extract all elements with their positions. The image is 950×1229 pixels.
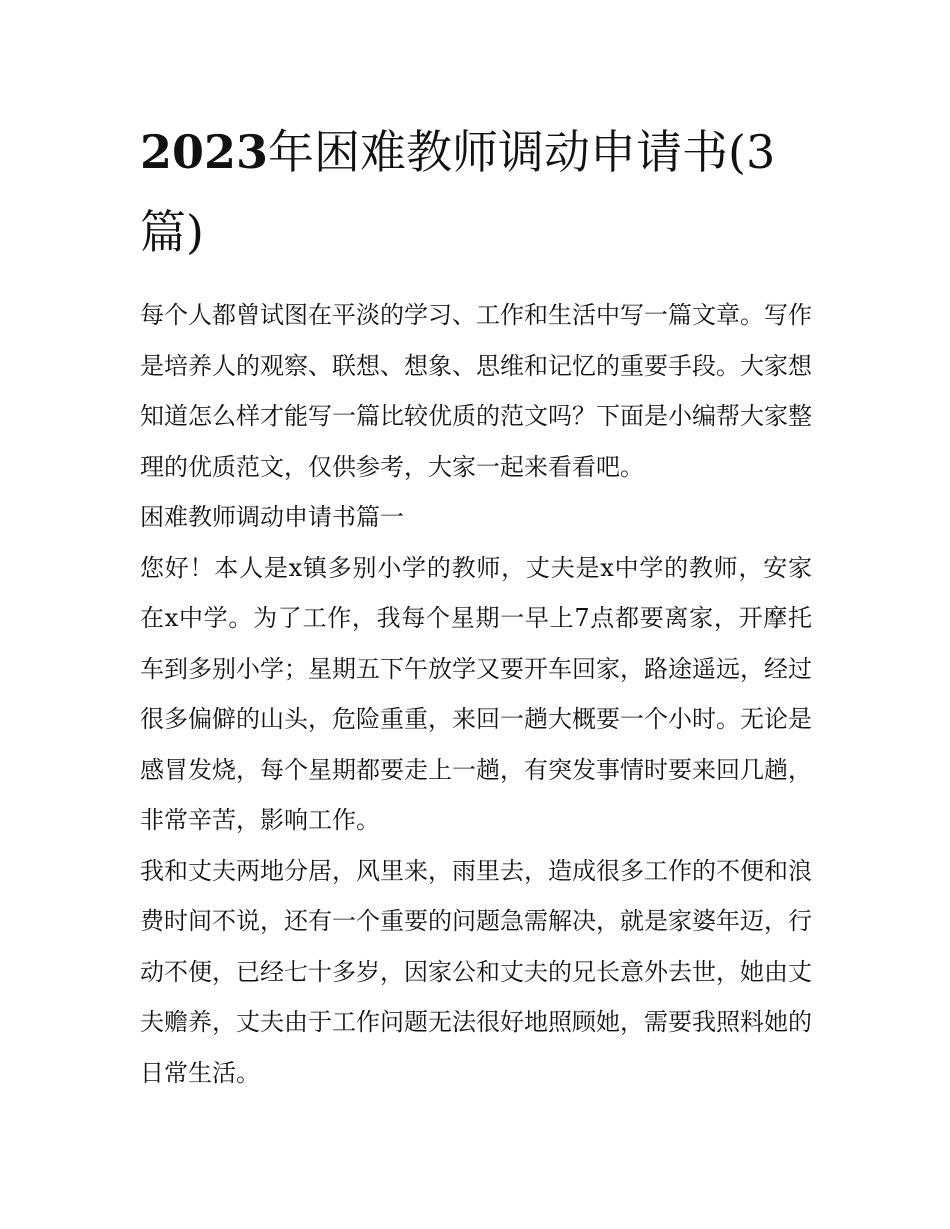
title-text: 年困难教师调动申请书(3篇) (140, 125, 776, 259)
document-page (140, 112, 812, 1098)
section-heading: 困难教师调动申请书篇一 (140, 503, 404, 531)
body-paragraph-1: 您好！本人是x镇多别小学的教师，丈夫是x中学的教师，安家在x中学。为了工作，我每个星期一早上7点都要离家，开摩托车到多别小学；星期五下午放学又要开车回家，路途遥远，经过很多偏僻的山头，危险重重，来回一趟大概要一个小时。无论是感冒发烧，每个星期都要走上一趟，有突发事情时要来回几趟，非常辛苦，影响工作。 (140, 553, 812, 834)
intro-paragraph: 每个人都曾试图在平淡的学习、工作和生活中写一篇文章。写作是培养人的观察、联想、想象、思维和记忆的重要手段。大家想知道怎么样才能写一篇比较优质的范文吗？下面是小编帮大家整理的优质范文，仅供参考，大家一起来看看吧。 (140, 301, 812, 481)
document-body (140, 290, 812, 1098)
body-paragraph-2: 我和丈夫两地分居，风里来，雨里去，造成很多工作的不便和浪费时间不说，还有一个重要的问题急需解决，就是家婆年迈，行动不便，已经七十多岁，因家公和丈夫的兄长意外去世，她由丈夫赡养，丈夫由于工作问题无法很好地照顾她，需要我照料她的日常生活。 (140, 856, 812, 1087)
document-title (140, 112, 812, 272)
title-year: 2023 (140, 125, 269, 179)
